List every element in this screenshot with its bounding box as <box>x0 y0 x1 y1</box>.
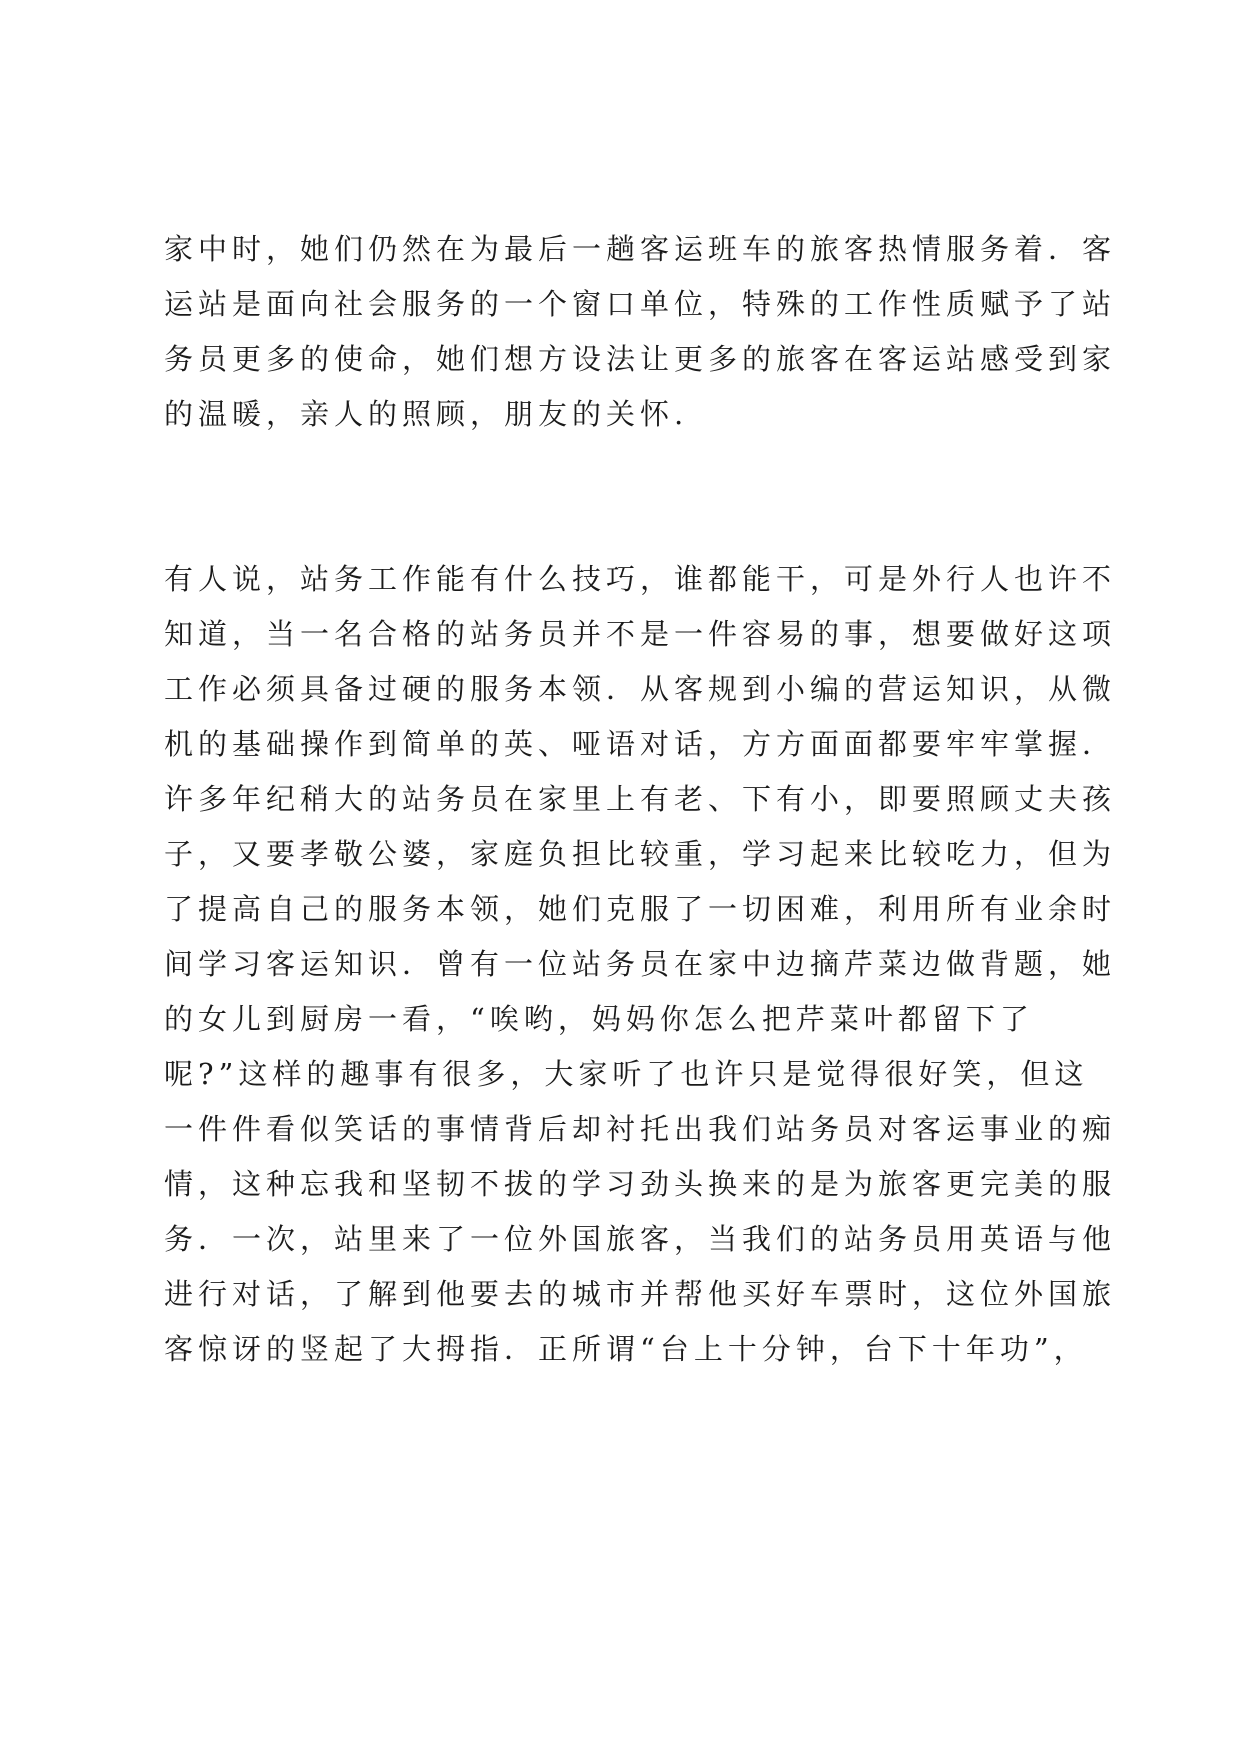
text-line: 工作必须具备过硬的服务本领．从客规到小编的营运知识，从微 <box>164 672 1117 706</box>
text-line: 进行对话，了解到他要去的城市并帮他买好车票时，这位外国旅 <box>164 1277 1117 1311</box>
text-line: 客惊讶的竖起了大拇指．正所谓“台上十分钟，台下十年功”， <box>164 1332 1088 1366</box>
text-line: 了提高自己的服务本领，她们克服了一切困难，利用所有业余时 <box>164 892 1117 926</box>
text-line: 知道，当一名合格的站务员并不是一件容易的事，想要做好这项 <box>164 617 1117 651</box>
text-line: 运站是面向社会服务的一个窗口单位，特殊的工作性质赋予了站 <box>164 287 1117 321</box>
text-line: 一件件看似笑话的事情背后却衬托出我们站务员对客运事业的痴 <box>164 1112 1117 1146</box>
text-line: 许多年纪稍大的站务员在家里上有老、下有小，即要照顾丈夫孩 <box>164 782 1117 816</box>
text-line: 的温暖，亲人的照顾，朋友的关怀. <box>164 397 689 431</box>
body-paragraph <box>164 552 1117 1377</box>
text-line: 务．一次，站里来了一位外国旅客，当我们的站务员用英语与他 <box>164 1222 1117 1256</box>
text-line: 机的基础操作到简单的英、哑语对话，方方面面都要牢牢掌握． <box>164 727 1117 761</box>
text-line: 情，这种忘我和坚韧不拔的学习劲头换来的是为旅客更完美的服 <box>164 1167 1117 1201</box>
text-line: 间学习客运知识．曾有一位站务员在家中边摘芹菜边做背题，她 <box>164 947 1117 981</box>
text-line: 务员更多的使命，她们想方设法让更多的旅客在客运站感受到家 <box>164 342 1117 376</box>
text-line: 家中时，她们仍然在为最后一趟客运班车的旅客热情服务着．客 <box>164 232 1117 266</box>
text-line: 子，又要孝敬公婆，家庭负担比较重，学习起来比较吃力，但为 <box>164 837 1117 871</box>
text-line: 的女儿到厨房一看，“唉哟，妈妈你怎么把芹菜叶都留下了 <box>164 1002 1034 1036</box>
text-line: 呢?”这样的趣事有很多，大家听了也许只是觉得很好笑，但这 <box>164 1057 1089 1091</box>
text-line: 有人说，站务工作能有什么技巧，谁都能干，可是外行人也许不 <box>164 562 1117 596</box>
body-paragraph <box>164 222 1117 442</box>
